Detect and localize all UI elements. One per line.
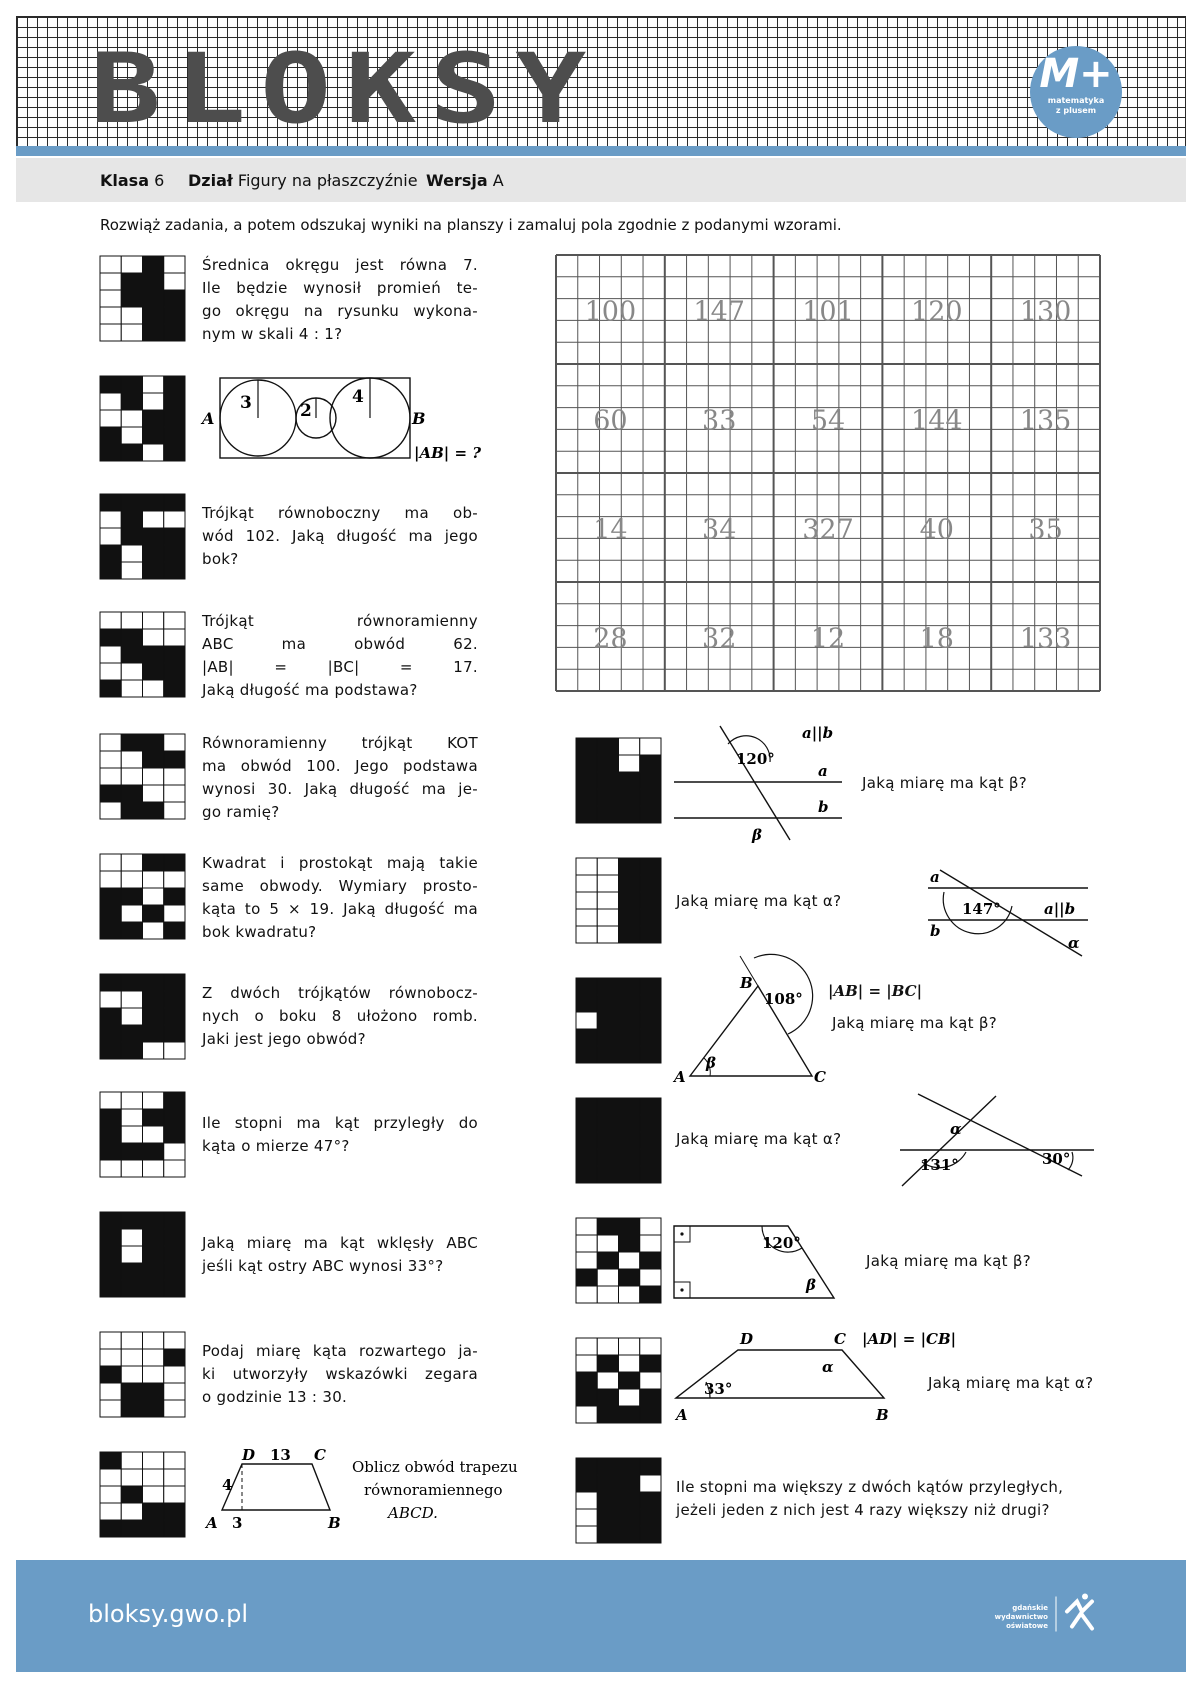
- board-number: 130: [1019, 296, 1072, 328]
- svg-text:β: β: [706, 1054, 716, 1072]
- pattern-left-1: [100, 256, 185, 341]
- svg-text:β: β: [806, 1276, 816, 1294]
- pattern-right-4: [576, 1098, 661, 1183]
- board-number: 18: [919, 623, 954, 655]
- task-line: nych o boku 8 ułożono romb.: [202, 1007, 478, 1025]
- task-line: o godzinie 13 : 30.: [202, 1388, 348, 1406]
- label-B: B: [412, 409, 426, 428]
- label-A: A: [202, 409, 215, 428]
- board-number: 60: [593, 405, 628, 437]
- parallel-147-figure: [920, 852, 1100, 962]
- task-right-5-question: Jaką miarę ma kąt β?: [866, 1252, 1032, 1270]
- task-line: ABC ma obwód 62.: [202, 635, 478, 653]
- svg-text:a: a: [818, 762, 828, 780]
- task-left-7-text: [202, 982, 478, 1051]
- gwo-logo-icon: [1052, 1574, 1132, 1654]
- task-line: Jaką miarę ma kąt wklęsły ABC: [202, 1234, 478, 1252]
- task-right-2-question: Jaką miarę ma kąt α?: [676, 892, 842, 910]
- svg-text:α: α: [950, 1120, 962, 1138]
- task-left-6-text: [202, 852, 478, 944]
- svg-text:b: b: [930, 922, 941, 940]
- board-number: 120: [911, 296, 963, 328]
- board-number: 32: [702, 623, 737, 655]
- task-line: jeśli kąt ostry ABC wynosi 33°?: [202, 1257, 444, 1275]
- rel-ab-bc: |AB| = |BC|: [828, 982, 923, 1000]
- svg-text:β: β: [752, 826, 762, 844]
- task-left-10-text: [202, 1340, 478, 1409]
- quad-120-figure: [670, 1222, 850, 1302]
- label-2: 2: [300, 401, 312, 421]
- footer-url[interactable]: bloksy.gwo.pl: [88, 1600, 249, 1628]
- trapezoid-33-figure: [670, 1328, 957, 1424]
- svg-text:120°: 120°: [736, 750, 775, 768]
- task-line: ki utworzyły wskazówki zegara: [202, 1365, 478, 1383]
- svg-text:C: C: [314, 1446, 326, 1464]
- pattern-left-8: [100, 1092, 185, 1177]
- task-right-3-question: Jaką miarę ma kąt β?: [832, 1014, 998, 1032]
- pattern-right-6: [576, 1338, 661, 1423]
- task-line: Kwadrat i prostokąt mają takie: [202, 854, 478, 872]
- bloksy-logo: BLOKSY: [90, 31, 601, 145]
- mplus-line1: matematyka: [1047, 96, 1105, 105]
- board-number: 35: [1028, 514, 1063, 546]
- pattern-left-9: [100, 1212, 185, 1297]
- task-line: same obwody. Wymiary prosto-: [202, 877, 478, 895]
- publisher-name: gdańskie wydawnictwo oświatowe: [994, 1604, 1048, 1630]
- task-line: Jaką długość ma podstawa?: [202, 681, 418, 699]
- svg-text:A: A: [674, 1068, 686, 1086]
- task-line: go okręgu na rysunku wykona-: [202, 302, 478, 320]
- task-left-4-text: [202, 610, 478, 702]
- task-line: Ile będzie wynosił promień te-: [202, 279, 478, 297]
- board-number: 28: [593, 623, 628, 655]
- task-left-3-text: [202, 502, 478, 571]
- pattern-left-11: [100, 1452, 185, 1537]
- task-line: Trójkąt równoramienny: [202, 612, 478, 630]
- svg-text:D: D: [740, 1330, 754, 1348]
- svg-text:147°: 147°: [962, 900, 1001, 918]
- board-number: 14: [593, 514, 628, 546]
- pattern-left-4: [100, 612, 185, 697]
- board-number: 147: [693, 296, 745, 328]
- task-right-6-question: Jaką miarę ma kąt α?: [928, 1374, 1094, 1392]
- board-number: 327: [802, 514, 854, 546]
- circles-figure: [200, 372, 480, 464]
- label-4: 4: [352, 387, 364, 407]
- pattern-left-3: [100, 494, 185, 579]
- board-number: 144: [911, 405, 963, 437]
- lines-131-figure: [896, 1090, 1100, 1190]
- task-line: go ramię?: [202, 803, 280, 821]
- board-number: 40: [919, 514, 954, 546]
- svg-text:|AD| = |CB|: |AD| = |CB|: [862, 1330, 957, 1348]
- task-line: kąta to 5 × 19. Jaką długość ma: [202, 900, 478, 918]
- svg-text:a: a: [930, 868, 940, 886]
- board-number: 34: [702, 514, 737, 546]
- svg-text:α: α: [822, 1358, 834, 1376]
- task-left-1-text: [202, 254, 478, 346]
- board-number: 33: [702, 405, 737, 437]
- task-right-4-question: Jaką miarę ma kąt α?: [676, 1130, 842, 1148]
- pattern-right-7: [576, 1458, 661, 1543]
- svg-text:a||b: a||b: [802, 724, 834, 742]
- board-number: 12: [810, 623, 846, 655]
- pattern-right-5: [576, 1218, 661, 1303]
- pattern-left-5: [100, 734, 185, 819]
- board-number: 101: [802, 296, 854, 328]
- task-line: Równoramienny trójkąt KOT: [202, 734, 478, 752]
- parallel-120-figure: [670, 722, 850, 846]
- task-line: Ile stopni ma kąt przyległy do: [202, 1114, 478, 1132]
- task-left-5-text: [202, 732, 478, 824]
- header-stripe: [16, 146, 1186, 156]
- mplus-mark: M+: [1039, 51, 1113, 97]
- dzial: Dział Figury na płaszczyźnie: [188, 171, 418, 190]
- svg-text:C: C: [814, 1068, 826, 1086]
- svg-text:131°: 131°: [920, 1156, 959, 1174]
- klasa: Klasa 6: [100, 171, 165, 190]
- svg-text:B: B: [876, 1406, 889, 1424]
- instruction: Rozwiąż zadania, a potem odszukaj wyniki na planszy i zamaluj pola zgodnie z podanymi wzorami.: [100, 216, 842, 234]
- svg-text:α: α: [1068, 934, 1080, 952]
- task-line: Średnica okręgu jest równa 7.: [202, 256, 478, 274]
- svg-text:ABCD.: ABCD.: [388, 1504, 438, 1522]
- pattern-right-2: [576, 858, 661, 943]
- mplus-logo: [1030, 46, 1122, 138]
- board-number: 54: [810, 405, 846, 437]
- board-number: 133: [1019, 623, 1072, 655]
- svg-text:120°: 120°: [762, 1234, 801, 1252]
- task-line: bok kwadratu?: [202, 923, 317, 941]
- task-line: ma obwód 100. Jego podstawa: [202, 757, 478, 775]
- info-bar: [16, 158, 1186, 202]
- svg-text:4: 4: [222, 1476, 233, 1494]
- svg-text:30°: 30°: [1042, 1150, 1071, 1168]
- svg-text:a||b: a||b: [1044, 900, 1076, 918]
- trapezoid-figure: [200, 1446, 530, 1534]
- pattern-left-10: [100, 1332, 185, 1417]
- svg-text:3: 3: [232, 1514, 243, 1532]
- svg-text:równoramiennego: równoramiennego: [364, 1481, 503, 1499]
- svg-text:A: A: [676, 1406, 688, 1424]
- wersja: Wersja A: [426, 171, 504, 190]
- task-line: wynosi 30. Jaką długość ma je-: [202, 780, 478, 798]
- pattern-left-2: [100, 376, 185, 461]
- task-left-8-text: [202, 1112, 478, 1158]
- answer-board: [556, 255, 1100, 691]
- task-line: |AB| = |BC| = 17.: [202, 658, 478, 676]
- task-left-9-text: [202, 1232, 478, 1278]
- svg-text:B: B: [740, 974, 753, 992]
- label-3: 3: [240, 393, 252, 413]
- svg-text:108°: 108°: [764, 990, 803, 1008]
- task-line: Z dwóch trójkątów równobocz-: [202, 984, 478, 1002]
- mplus-line2: z plusem: [1055, 106, 1097, 115]
- svg-text:C: C: [834, 1330, 846, 1348]
- svg-text:b: b: [818, 798, 829, 816]
- task-line: wód 102. Jaką długość ma jego: [202, 527, 478, 545]
- svg-text:D: D: [242, 1446, 256, 1464]
- board-number: 100: [584, 296, 637, 328]
- pattern-left-6: [100, 854, 185, 939]
- triangle-108-figure: [670, 952, 850, 1088]
- task-line: nym w skali 4 : 1?: [202, 325, 343, 343]
- pattern-left-7: [100, 974, 185, 1059]
- question-ab: |AB| = ?: [414, 444, 482, 462]
- task-right-1-question: Jaką miarę ma kąt β?: [862, 774, 1028, 792]
- svg-text:Oblicz obwód trapezu: Oblicz obwód trapezu: [352, 1458, 518, 1476]
- svg-text:B: B: [328, 1514, 341, 1532]
- task-line: kąta o mierze 47°?: [202, 1137, 350, 1155]
- task-right-7-question: Ile stopni ma większy z dwóch kątów przyległych, jeżeli jeden z nich jest 4 razy większy niż drugi?: [676, 1478, 1064, 1519]
- task-line: bok?: [202, 550, 239, 568]
- task-line: Podaj miarę kąta rozwartego ja-: [202, 1342, 478, 1360]
- board-number: 135: [1019, 405, 1072, 437]
- svg-text:A: A: [206, 1514, 218, 1532]
- task-line: Trójkąt równoboczny ma ob-: [202, 504, 478, 522]
- pattern-right-1: [576, 738, 661, 823]
- pattern-right-3: [576, 978, 661, 1063]
- svg-text:13: 13: [270, 1446, 291, 1464]
- svg-text:33°: 33°: [704, 1380, 733, 1398]
- task-line: Jaki jest jego obwód?: [202, 1030, 366, 1048]
